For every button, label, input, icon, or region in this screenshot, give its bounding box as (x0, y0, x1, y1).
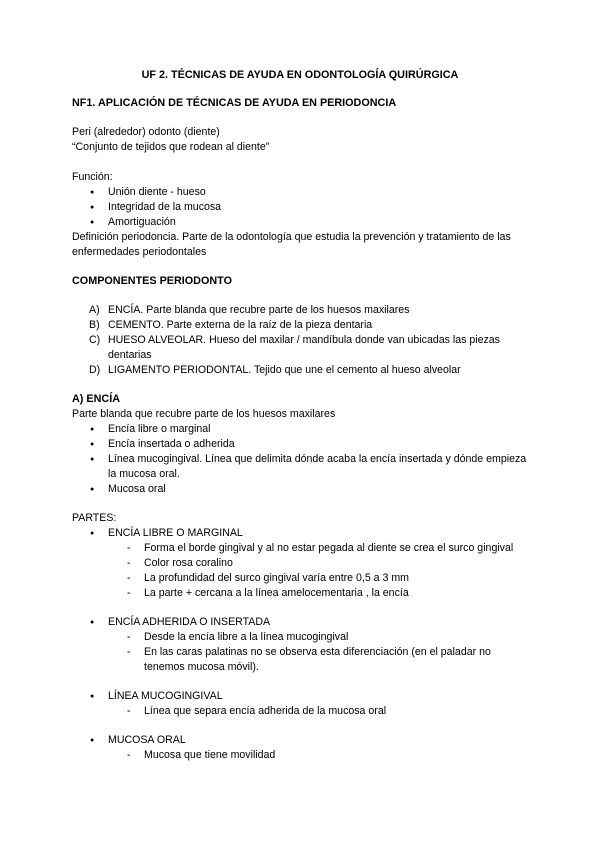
funcion-list (72, 185, 528, 230)
list-marker: C) (89, 334, 101, 346)
section-heading-nf1: NF1. APLICACIÓN DE TÉCNICAS DE AYUDA EN PERIODONCIA (72, 97, 397, 109)
partes-group-title: ● LÍNEA MUCOGINGIVAL (72, 689, 528, 704)
encia-description: Parte blanda que recubre parte de los huesos maxilares (72, 408, 336, 420)
partes-group-1-details (72, 541, 528, 601)
componentes-heading: COMPONENTES PERIODONTO (72, 275, 232, 287)
partes-group-title: ● ENCÍA LIBRE O MARGINAL (72, 526, 528, 541)
partes-group-1 (72, 526, 528, 541)
list-text: ENCÍA. Parte blanda que recubre parte de los huesos maxilares (108, 304, 410, 316)
list-item: ● Integridad de la mucosa (72, 200, 528, 215)
partes-group-title: ● MUCOSA ORAL (72, 733, 528, 748)
document-title: UF 2. TÉCNICAS DE AYUDA EN ODONTOLOGÍA QUIRÚRGICA (141, 69, 459, 81)
intro-line: Peri (alrededor) odonto (diente) (72, 126, 220, 138)
list-item: ● Encía insertada o adherida (72, 437, 528, 452)
document-page (72, 68, 528, 763)
list-item: ● Mucosa oral (72, 482, 528, 497)
definicion-text: Definición periodoncia. Parte de la odontología que estudia la prevención y tratamiento de las enfermedades periodontales (72, 231, 511, 258)
funcion-label: Función: (72, 171, 113, 183)
partes-group-2 (72, 615, 528, 630)
list-marker: A) (89, 304, 100, 316)
list-marker: B) (89, 319, 100, 331)
funcion-block (72, 170, 528, 260)
partes-group-4-details (72, 748, 528, 763)
list-text: CEMENTO. Parte externa de la raíz de la pieza dentaria (108, 319, 373, 331)
intro-block (72, 125, 528, 155)
list-marker: D) (89, 364, 101, 376)
list-item: ● Encía libre o marginal (72, 422, 528, 437)
encia-heading: A) ENCÍA (72, 393, 120, 405)
partes-group-2-details (72, 630, 528, 675)
partes-group-3 (72, 689, 528, 704)
list-item: - Forma el borde gingival y al no estar pegada al diente se crea el surco gingival (72, 541, 528, 556)
list-text: HUESO ALVEOLAR. Hueso del maxilar / mandíbula donde van ubicadas las piezas dentarias (108, 334, 500, 361)
partes-group-title: ● ENCÍA ADHERIDA O INSERTADA (72, 615, 528, 630)
list-item (72, 303, 528, 318)
partes-group-3-details (72, 704, 528, 719)
list-item: ● Unión diente - hueso (72, 185, 528, 200)
partes-group-4 (72, 733, 528, 748)
intro-quote: “Conjunto de tejidos que rodean al diente” (72, 141, 270, 153)
encia-list (72, 422, 528, 497)
list-item: - La parte + cercana a la línea amelocementaria , la encía (72, 586, 528, 601)
list-item: ● Amortiguación (72, 215, 528, 230)
list-item: - Línea que separa encía adherida de la mucosa oral (72, 704, 528, 719)
list-item: - La profundidad del surco gingival varía entre 0,5 a 3 mm (72, 571, 528, 586)
componentes-list (72, 303, 528, 378)
list-item (72, 318, 528, 333)
list-item (72, 363, 528, 378)
list-item (72, 333, 528, 363)
list-item: - En las caras palatinas no se observa esta diferenciación (en el paladar no tenemos mucosa móvil). (72, 645, 528, 675)
list-item: ● Línea mucogingival. Línea que delimita dónde acaba la encía insertada y dónde empieza la mucosa oral. (72, 452, 528, 482)
list-item: - Color rosa coralino (72, 556, 528, 571)
list-text: LIGAMENTO PERIODONTAL. Tejido que une el cemento al hueso alveolar (108, 364, 461, 376)
list-item: - Mucosa que tiene movilidad (72, 748, 528, 763)
list-item: - Desde la encía libre a la línea mucogingival (72, 630, 528, 645)
partes-label: PARTES: (72, 512, 117, 524)
